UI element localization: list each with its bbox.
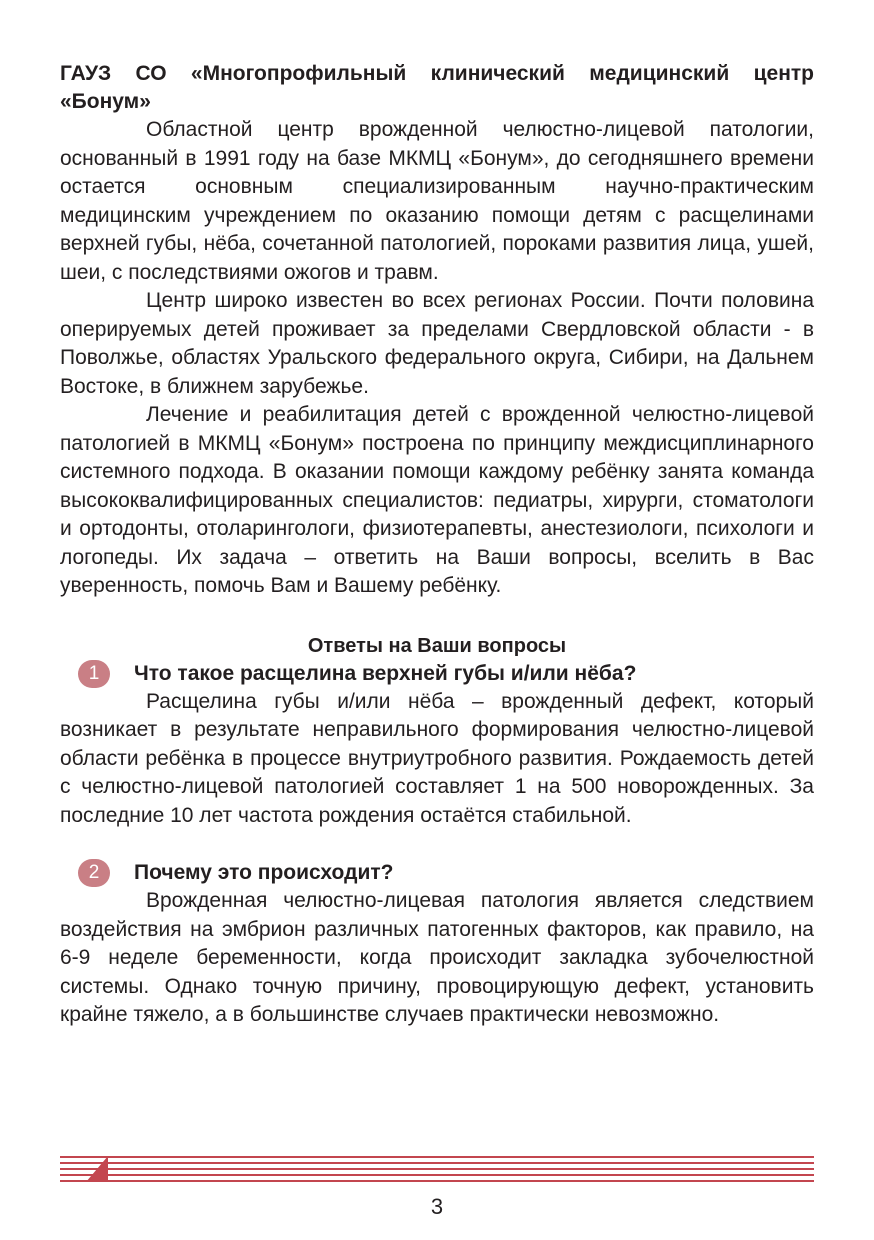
footer-stripe xyxy=(60,1174,814,1176)
footer-stripe xyxy=(60,1180,814,1182)
answer-2-paragraph: Врожденная челюстно-лицевая патология является следствием воздействия на эмбрион различных патогенных факторов, как правило, на 6-9 неделе беременности, когда происходит закладка зубочелюстной системы. Однако точную причину, провоцирующую дефект, установить крайне тяжело, а в большинстве случаев практически невозможно. xyxy=(60,889,814,1026)
question-1-heading xyxy=(60,660,814,688)
question-1-text: Что такое расщелина верхней губы и/или нёба? xyxy=(134,661,637,685)
answer-1-paragraph: Расщелина губы и/или нёба – врожденный дефект, который возникает в результате неправильного формирования челюстно-лицевой области ребёнка в процессе внутриутробного развития. Рождаемость детей с челюстно-лицевой патологией составляет 1 на 500 новорожденных. За последние 10 лет частота рождения остаётся стабильной. xyxy=(60,689,814,827)
faq-section-title: Ответы на Ваши вопросы xyxy=(307,634,567,657)
footer-decorative-stripes xyxy=(60,1156,814,1182)
footer-stripe xyxy=(60,1162,814,1164)
question-2-text: Почему это происходит? xyxy=(134,861,394,884)
spacer xyxy=(60,830,814,859)
footer-wedge-shape xyxy=(86,1156,108,1182)
organization-title: ГАУЗ СО «Многопрофильный клинический медицинский центр «Бонум» xyxy=(60,62,814,113)
page-content xyxy=(60,60,814,1030)
question-1-number-badge: 1 xyxy=(78,660,110,688)
footer-stripe xyxy=(60,1168,814,1170)
intro-paragraph-2: Центр широко известен во всех регионах России. Почти половина оперируемых детей проживает за пределами Свердловской области - в Поволжье, областях Уральского федерального округа, Сибири, на Дальнем Востоке, в ближнем зарубежье. xyxy=(60,289,814,398)
footer-stripe xyxy=(60,1156,814,1158)
intro-paragraph-1: Областной центр врожденной челюстно-лицевой патологии, основанный в 1991 году на базе МКМЦ «Бонум», до сегодняшнего времени остается основным специализированным научно-практическим медицинским учреждением по оказанию помощи детям с расщелинами верхней губы, нёба, сочетанной патологией, пороками развития лица, ушей, шеи, с последствиями ожогов и травм. xyxy=(60,118,814,284)
question-2-heading xyxy=(60,859,814,887)
question-2-number-badge: 2 xyxy=(78,859,110,887)
intro-paragraph-3: Лечение и реабилитация детей с врожденной челюстно-лицевой патологией в МКМЦ «Бонум» построена по принципу междисциплинарного системного подхода. В оказании помощи каждому ребёнку занята команда высококвалифицированных специалистов: педиатры, хирурги, стоматологи и ортодонты, отоларингологи, физиотерапевты, анестезиологи, психологи и логопеды. Их задача – ответить на Ваши вопросы, вселить в Вас уверенность, помочь Вам и Вашему ребёнку. xyxy=(60,403,814,597)
page-number: 3 xyxy=(430,1194,444,1219)
